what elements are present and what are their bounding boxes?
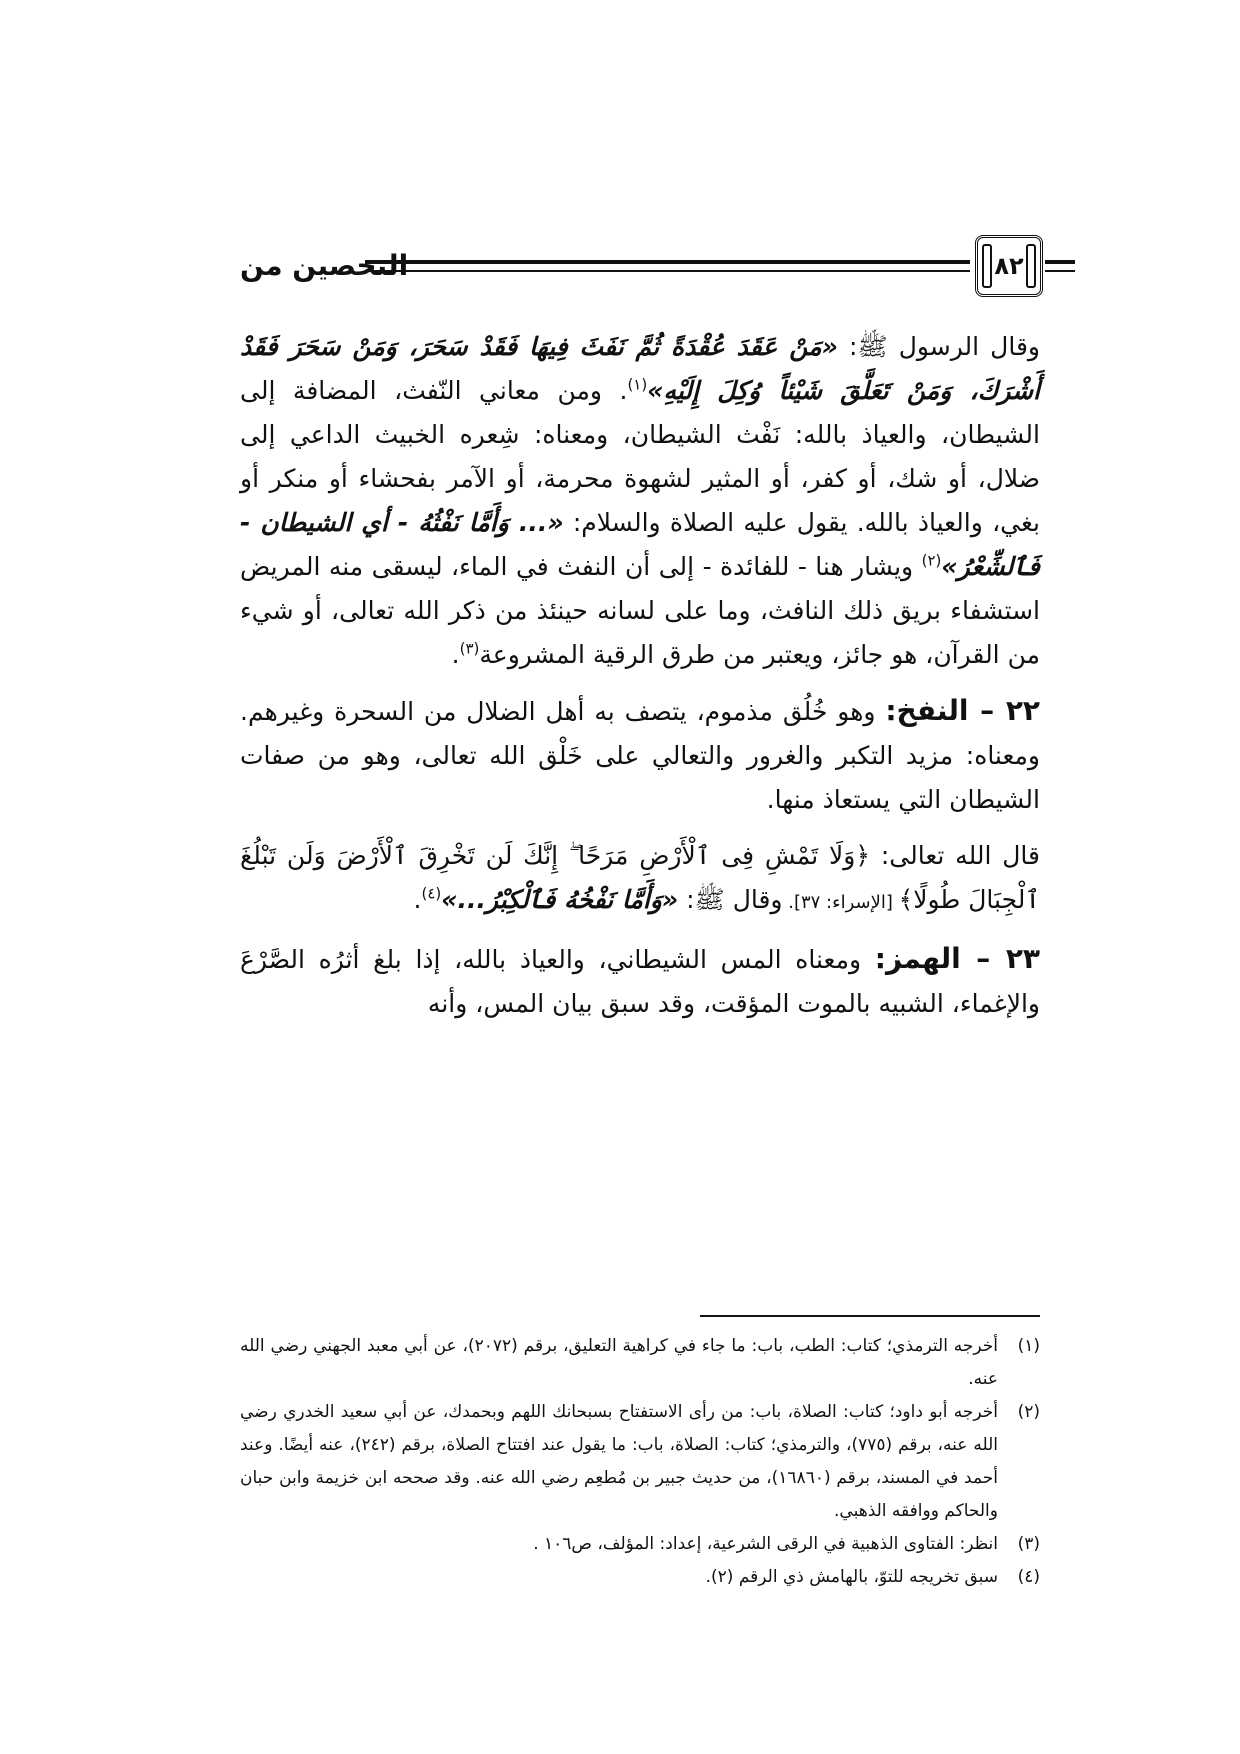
text-run: . ومن معاني النّفث، المضافة إلى الشيطان، والعياذ بالله: نَفْث الشيطان، ومعناه: شِعره الخبيث الداعي إلى ضلال، أو شك، أو كفر، أو المثير لشهوة محرمة، أو الآمر بفحشاء أو منكر أو بغي، والعياذ بالله. يقول عليه الصلاة والسلام: (240, 376, 1040, 537)
verse-reference: [الإسراء: ٣٧]. (782, 892, 899, 913)
page-number-box (975, 235, 1043, 297)
footnote-number: (٣) (1017, 1534, 1040, 1554)
text-run: وقال الرسول ﷺ: (837, 332, 1040, 361)
footnote (240, 1330, 1040, 1396)
footnote (240, 1528, 1040, 1561)
paragraph-nafth (240, 325, 1040, 677)
text-run: وهو خُلُق مذموم، يتصف به أهل الضلال من السحرة وغيرهم. ومعناه: مزيد التكبر والغرور والتعالي على خَلْق الله تعالى، وهو من صفات الشيطان التي يستعاذ منها. (240, 697, 1040, 814)
hadith-quote: «مَنْ عَقَدَ عُقْدَةً ثُمَّ نَفَثَ فِيهَا فَقَدْ سَحَرَ، وَمَنْ سَحَرَ فَقَدْ أَشْرَكَ، وَمَنْ تَعَلَّقَ شَيْئاً وُكِلَ إِلَيْهِ» (240, 332, 1041, 405)
footnote-number: (٤) (1017, 1567, 1040, 1587)
text-run: قال الله تعالى: (869, 841, 1040, 870)
footnote-separator (700, 1315, 1040, 1317)
header-title: التحصين من (240, 249, 409, 282)
page-number: ٨٢ (994, 252, 1024, 280)
section-heading: ٢٢ – النفخ: (885, 694, 1040, 727)
text-run: ويشار هنا - للفائدة - إلى أن النفث في الماء، ليسقى منه المريض استشفاء بريق ذلك النافث، وما على لسانه حينئذ من ذكر الله تعالى، أو شيء من القرآن، هو جائز، ويعتبر من طرق الرقية المشروعة (240, 552, 1040, 669)
footnote (240, 1396, 1040, 1528)
hadith-quote: «وَأَمَّا نَفْخُهُ فَٱلْكِبْرُ...» (441, 885, 679, 914)
footnotes (240, 1330, 1040, 1594)
paragraph-quran-verse (240, 834, 1040, 925)
quran-verse: ﴿وَلَا تَمْشِ فِى ٱلْأَرْضِ مَرَحًا ۖ إِنَّكَ لَن تَخْرِقَ ٱلْأَرْضَ وَلَن تَبْلُغَ ٱلْجِبَالَ طُولًا﴾ (240, 841, 1040, 914)
paragraph-nafkh (240, 689, 1040, 822)
text-run: . (413, 885, 422, 914)
hadith-quote: «... وَأَمَّا نَفْثُهُ - أي الشيطان - فَٱلشِّعْرُ» (240, 508, 1040, 581)
footnote-ref: (٤) (421, 884, 442, 903)
footnote-ref: (١) (627, 375, 648, 394)
text-run: . (451, 640, 460, 669)
footnote-text: أخرجه الترمذي؛ كتاب: الطب، باب: ما جاء في كراهية التعليق، برقم (٢٠٧٢)، عن أبي معبد الجهني رضي الله عنه. (240, 1336, 998, 1389)
footnote-ref: (٢) (921, 551, 942, 570)
text-run: وقال ﷺ: (678, 885, 783, 914)
running-header (240, 235, 1040, 305)
section-heading: ٢٣ – الهمز: (874, 942, 1040, 975)
footnote-number: (٢) (1017, 1402, 1040, 1422)
footnote-number: (١) (1017, 1336, 1040, 1356)
footnote-ref: (٣) (459, 639, 480, 658)
text-run: ومعناه المس الشيطاني، والعياذ بالله، إذا بلغ أثرُه الصَّرْعَ والإغماء، الشبيه بالموت المؤقت، وقد سبق بيان المس، وأنه (240, 945, 1040, 1018)
header-rule-right (1045, 260, 1075, 272)
footnote-text: سبق تخريجه للتوّ، بالهامش ذي الرقم (٢). (705, 1567, 998, 1587)
footnote-text: أخرجه أبو داود؛ كتاب: الصلاة، باب: من رأى الاستفتاح بسبحانك اللهم وبحمدك، عن أبي سعيد الخدري رضي الله عنه، برقم (٧٧٥)، والترمذي؛ كتاب: الصلاة، باب: ما يقول عند افتتاح الصلاة، برقم (٢٤٢)، عنه أيضًا. وعند أحمد في المسند، برقم (١٦٨٦٠)، من حديث جبير بن مُطعِم رضي الله عنه. وقد صححه ابن خزيمة وابن حبان والحاكم ووافقه الذهبي. (240, 1402, 998, 1521)
header-rule-left (365, 260, 970, 272)
footnote-text: انظر: الفتاوى الذهبية في الرقى الشرعية، إعداد: المؤلف، ص١٠٦ . (533, 1534, 998, 1554)
footnote (240, 1561, 1040, 1594)
paragraph-hamz (240, 937, 1040, 1026)
body-text (240, 325, 1040, 1038)
